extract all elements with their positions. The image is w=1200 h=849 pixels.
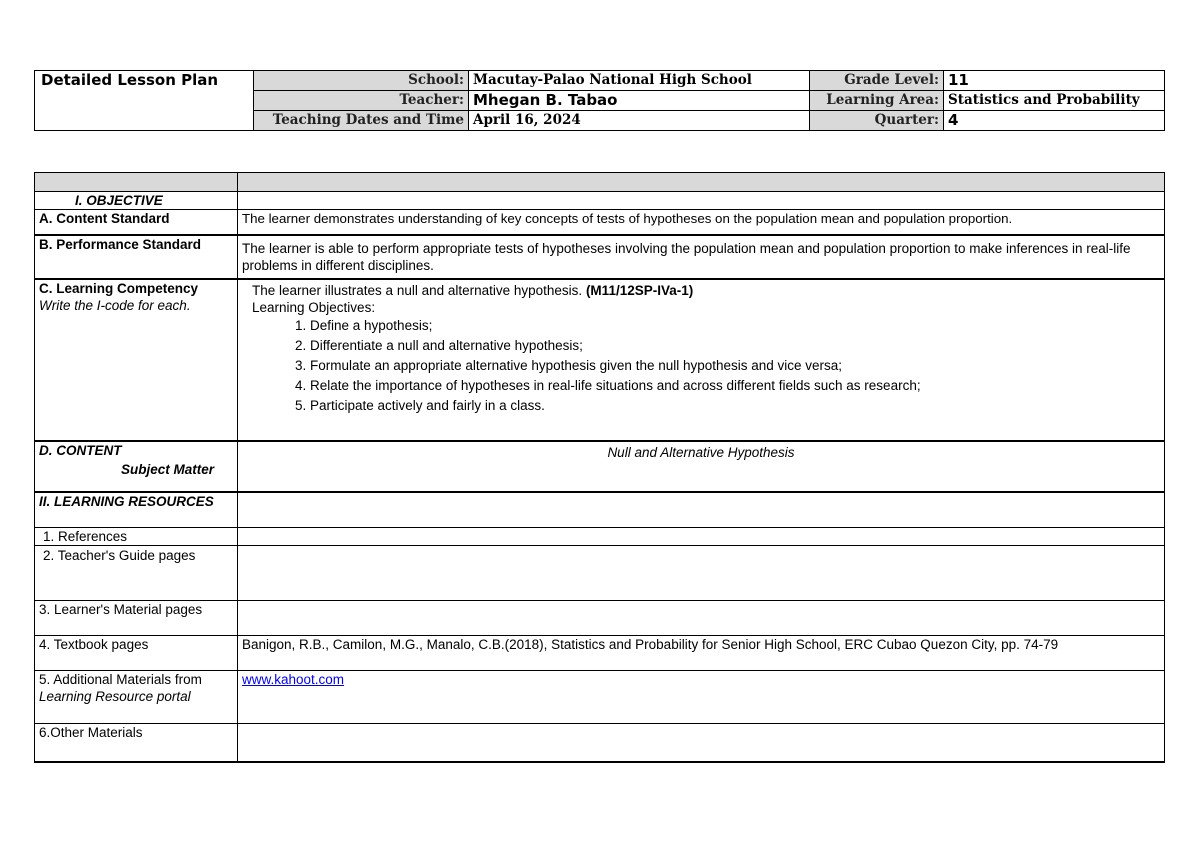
content-standard-label: A. Content Standard: [35, 210, 238, 236]
learning-area-label: Learning Area:: [810, 91, 944, 111]
additional-materials-value: [238, 671, 1165, 724]
additional-materials-row: [35, 671, 1165, 724]
other-materials-row: [35, 724, 1165, 763]
competency-statement: [252, 282, 1160, 299]
objectives-list: [252, 316, 1160, 416]
learners-material-row: [35, 601, 1165, 636]
objective-item: 1. Define a hypothesis;: [310, 316, 1160, 336]
objectives-heading: Learning Objectives:: [252, 300, 376, 315]
textbook-label: 4. Textbook pages: [35, 636, 238, 671]
additional-materials-label: 5. Additional Materials from: [39, 672, 202, 687]
document-title: Detailed Lesson Plan: [35, 71, 254, 131]
teachers-guide-label: 2. Teacher's Guide pages: [35, 546, 238, 601]
competency-code: (M11/12SP-IVa-1): [585, 283, 694, 298]
teacher-label: Teacher:: [254, 91, 469, 111]
teaching-dates-value: April 16, 2024: [469, 111, 810, 131]
teachers-guide-row: [35, 546, 1165, 601]
grade-level-value: 11: [944, 71, 1165, 91]
objective-row: [35, 192, 1165, 210]
header-table: [34, 70, 1165, 131]
objective-item: 3. Formulate an appropriate alternative hypothesis given the null hypothesis and vice versa;: [310, 356, 1160, 376]
additional-materials-cell: [35, 671, 238, 724]
textbook-row: [35, 636, 1165, 671]
learning-competency-content: [238, 279, 1165, 441]
learners-material-label: 3. Learner's Material pages: [35, 601, 238, 636]
objective-item: 5. Participate actively and fairly in a class.: [310, 396, 1160, 416]
references-label: 1. References: [35, 528, 238, 546]
other-materials-label: 6.Other Materials: [35, 724, 238, 763]
subject-matter-label: Subject Matter: [121, 462, 215, 477]
content-label: D. CONTENT: [39, 443, 122, 458]
content-cell: [35, 441, 238, 492]
quarter-value: 4: [944, 111, 1165, 131]
learning-competency-note: Write the I-code for each.: [39, 298, 191, 313]
objective-item: 2. Differentiate a null and alternative hypothesis;: [310, 336, 1160, 356]
content-row: [35, 441, 1165, 492]
learning-resource-portal-label: Learning Resource portal: [39, 689, 191, 704]
school-value: Macutay-Palao National High School: [469, 71, 810, 91]
textbook-value: Banigon, R.B., Camilon, M.G., Manalo, C.B.(2018), Statistics and Probability for Senior High School, ERC Cubao Quezon City, pp. 74-79: [238, 636, 1165, 671]
learning-resources-row: [35, 492, 1165, 528]
content-standard-text: The learner demonstrates understanding of key concepts of tests of hypotheses on the population mean and population proportion.: [238, 210, 1165, 236]
performance-standard-label: B. Performance Standard: [35, 235, 238, 279]
kahoot-link[interactable]: www.kahoot.com: [242, 672, 345, 687]
school-label: School:: [254, 71, 469, 91]
competency-text: The learner illustrates a null and alternative hypothesis.: [252, 283, 586, 298]
content-standard-row: [35, 210, 1165, 236]
grade-level-label: Grade Level:: [810, 71, 944, 91]
references-row: [35, 528, 1165, 546]
objective-heading: I. OBJECTIVE: [35, 192, 238, 210]
lesson-plan-table: [34, 172, 1165, 763]
learning-area-value: Statistics and Probability: [944, 91, 1165, 111]
subject-matter-value: Null and Alternative Hypothesis: [238, 441, 1165, 492]
learning-competency-row: [35, 279, 1165, 441]
learning-competency-cell: [35, 279, 238, 441]
table-header-row: [35, 173, 1165, 192]
performance-standard-text: The learner is able to perform appropriate tests of hypotheses involving the population mean and population proportion to make inferences in real-life problems in different disciplines.: [238, 235, 1165, 279]
objective-item: 4. Relate the importance of hypotheses in real-life situations and across different fields such as research;: [310, 376, 1160, 396]
learning-competency-label: C. Learning Competency: [39, 281, 199, 296]
teaching-dates-label: Teaching Dates and Time: [254, 111, 469, 131]
performance-standard-row: [35, 235, 1165, 279]
learning-resources-label: II. LEARNING RESOURCES: [35, 492, 238, 528]
quarter-label: Quarter:: [810, 111, 944, 131]
teacher-value: Mhegan B. Tabao: [469, 91, 810, 111]
